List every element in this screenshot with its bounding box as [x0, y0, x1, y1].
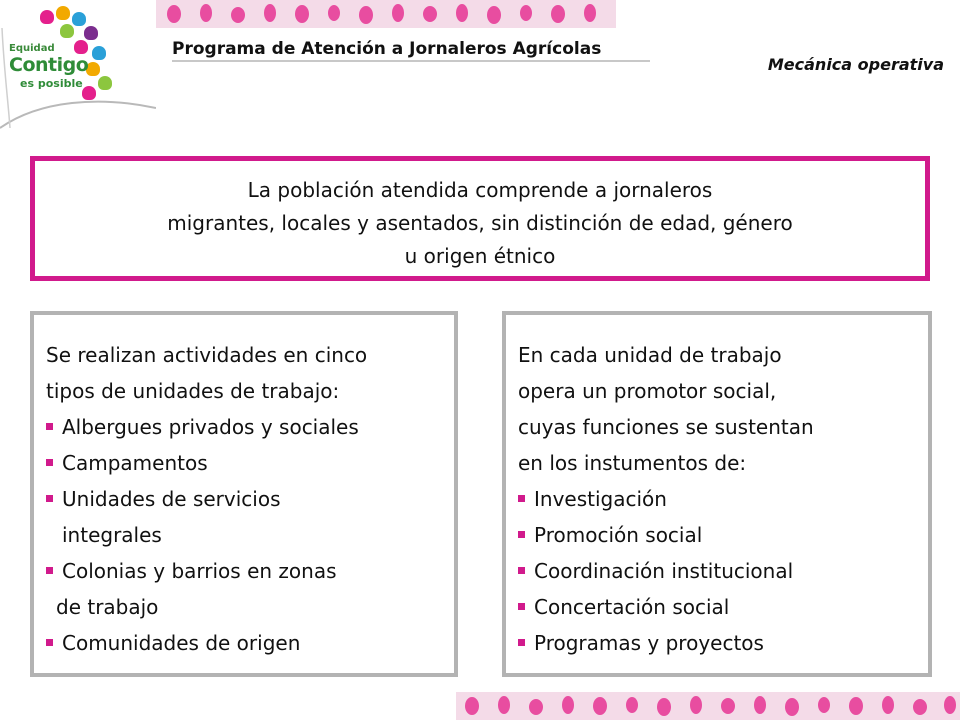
- bullet-icon: [518, 603, 525, 610]
- list-item-continuation: integrales: [62, 523, 162, 547]
- bullet-icon: [518, 531, 525, 538]
- list-item-label: Investigación: [534, 487, 667, 511]
- list-item: [46, 631, 300, 655]
- box-intro-line: tipos de unidades de trabajo:: [46, 379, 340, 403]
- bullet-icon: [518, 567, 525, 574]
- bullet-icon: [46, 459, 53, 466]
- box-intro-line: opera un promotor social,: [518, 379, 777, 403]
- list-item: [518, 487, 667, 511]
- hand-icon: [40, 10, 54, 24]
- list-item-label: Albergues privados y sociales: [62, 415, 359, 439]
- hand-icon: [98, 76, 112, 90]
- section-label: Mecánica operativa: [767, 55, 944, 74]
- list-item-label: Colonias y barrios en zonas: [62, 559, 337, 583]
- bullet-icon: [46, 567, 53, 574]
- equidad-logo: [0, 0, 156, 130]
- summary-line: La población atendida comprende a jornaleros: [247, 178, 713, 202]
- list-item-label: Comunidades de origen: [62, 631, 301, 655]
- logo-text-posible: es posible: [20, 77, 83, 90]
- summary-box: [30, 156, 930, 281]
- bottom-hands-banner: [456, 692, 960, 720]
- hand-icon: [56, 6, 70, 20]
- bullet-icon: [46, 495, 53, 502]
- list-item: [518, 631, 764, 655]
- box-intro-line: cuyas funciones se sustentan: [518, 415, 814, 439]
- list-item: [518, 559, 793, 583]
- bullet-icon: [46, 639, 53, 646]
- box-intro-line: en los instumentos de:: [518, 451, 747, 475]
- work-units-box: [30, 311, 458, 677]
- list-item-label: Concertación social: [534, 595, 730, 619]
- list-item-label: Campamentos: [62, 451, 208, 475]
- hand-icon: [74, 40, 88, 54]
- list-item: [518, 523, 702, 547]
- program-title: Programa de Atención a Jornaleros Agrícolas: [172, 39, 602, 59]
- bullet-icon: [46, 423, 53, 430]
- list-item-label: Coordinación institucional: [534, 559, 794, 583]
- hands-pattern: [456, 692, 960, 720]
- hand-icon: [84, 26, 98, 40]
- list-item: [46, 487, 281, 511]
- top-hands-banner: [156, 0, 616, 28]
- hand-icon: [60, 24, 74, 38]
- bullet-icon: [518, 495, 525, 502]
- list-item: [46, 451, 208, 475]
- list-item-label: Unidades de servicios: [62, 487, 281, 511]
- box-intro-line: En cada unidad de trabajo: [518, 343, 782, 367]
- hand-icon: [72, 12, 86, 26]
- list-item-continuation: de trabajo: [56, 595, 159, 619]
- bullet-icon: [518, 639, 525, 646]
- logo-text-contigo: Contigo: [9, 54, 89, 76]
- hands-pattern: [156, 0, 616, 28]
- promoter-box: [502, 311, 932, 677]
- hand-icon: [82, 86, 96, 100]
- list-item: [518, 595, 729, 619]
- box-intro-line: Se realizan actividades en cinco: [46, 343, 368, 367]
- list-item: [46, 415, 359, 439]
- title-underline: [172, 60, 650, 62]
- summary-line: u origen étnico: [404, 244, 556, 268]
- hand-icon: [92, 46, 106, 60]
- summary-line: migrantes, locales y asentados, sin distinción de edad, género: [167, 211, 793, 235]
- list-item-label: Programas y proyectos: [534, 631, 764, 655]
- list-item: [46, 559, 337, 583]
- list-item-label: Promoción social: [534, 523, 703, 547]
- logo-text-equidad: Equidad: [9, 43, 55, 54]
